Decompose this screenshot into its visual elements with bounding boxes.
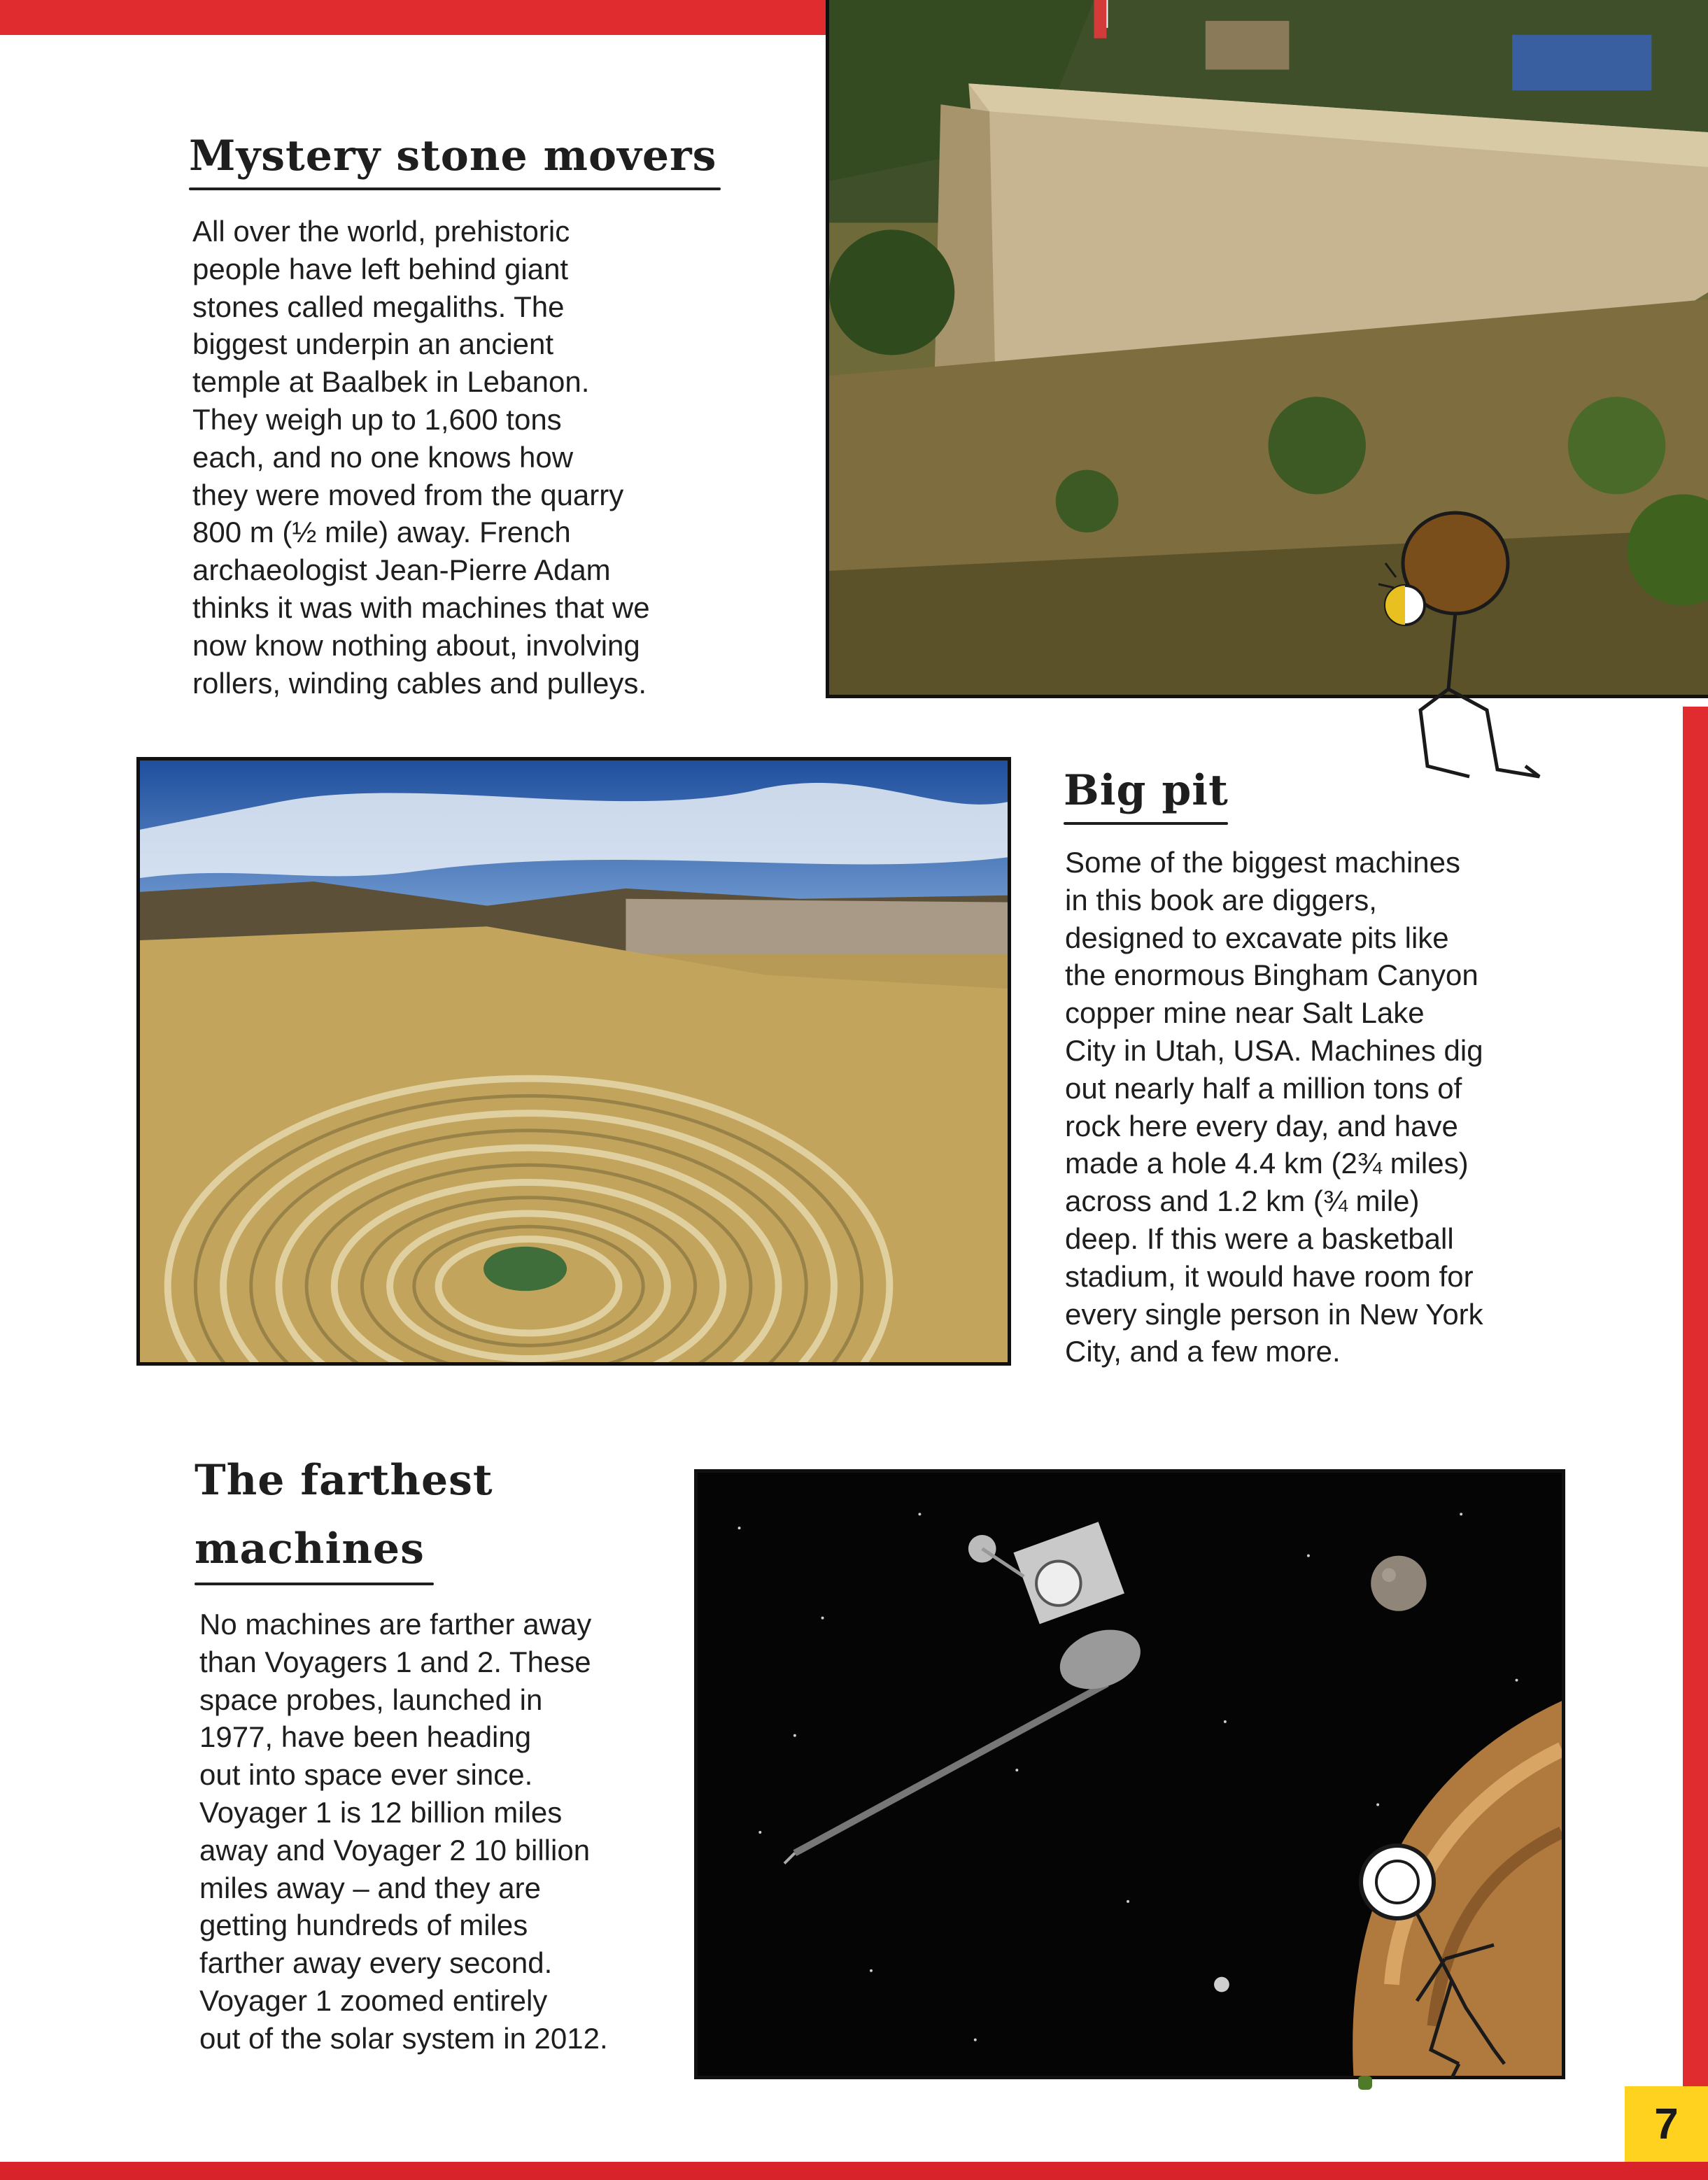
voyager-body: No machines are farther away than Voyagers 1 and 2. These space probes, launched in 1977, have been heading out into space ever since. Voyager 1 is 12 billion miles away and Voyager 2 10 billion miles away – and they are getting hundreds of miles farther away every second. Voyager 1 zoomed entirely out of the solar system in 2012. bbox=[199, 1608, 608, 2055]
voyager-heading-underline bbox=[195, 1583, 434, 1585]
stick-figure-doodle-megalith bbox=[1364, 500, 1602, 808]
bingham-canyon-photo bbox=[136, 757, 1011, 1366]
voyager-heading-line2: machines bbox=[195, 1524, 425, 1573]
red-border-bottom bbox=[0, 2162, 1708, 2180]
big-pit-body: Some of the biggest machines in this book are diggers, designed to excavate pits like the enormous Bingham Canyon copper mine near Salt Lake City in Utah, USA. Machines dig out nearly half a million tons of rock here every day, and have made a hole 4.4 km (2¾ miles) across and 1.2 km (¾ mile) deep. If this were a basketball stadium, it would have room for every single person in New York City, and a few more. bbox=[1065, 846, 1483, 1368]
megaliths-heading: Mystery stone movers bbox=[189, 132, 717, 181]
red-border-right bbox=[1683, 707, 1708, 2180]
voyager-heading-line1: The farthest bbox=[195, 1456, 493, 1505]
big-pit-heading-underline bbox=[1064, 822, 1228, 825]
big-pit-heading: Big pit bbox=[1064, 766, 1229, 815]
megaliths-heading-underline bbox=[189, 187, 721, 190]
red-border-top bbox=[0, 0, 847, 35]
astronaut-doodle bbox=[1347, 1840, 1529, 2120]
page-number: 7 bbox=[1625, 2086, 1708, 2162]
megaliths-body: All over the world, prehistoric people have left behind giant stones called megaliths. The biggest underpin an ancient temple at Baalbek in Lebanon. They weigh up to 1,600 tons each, and no one knows how they were moved from the quarry 800 m (½ mile) away. French archaeologist Jean-Pierre Adam thinks it was with machines that we now know nothing about, involving rollers, winding cables and pulleys. bbox=[192, 215, 650, 700]
